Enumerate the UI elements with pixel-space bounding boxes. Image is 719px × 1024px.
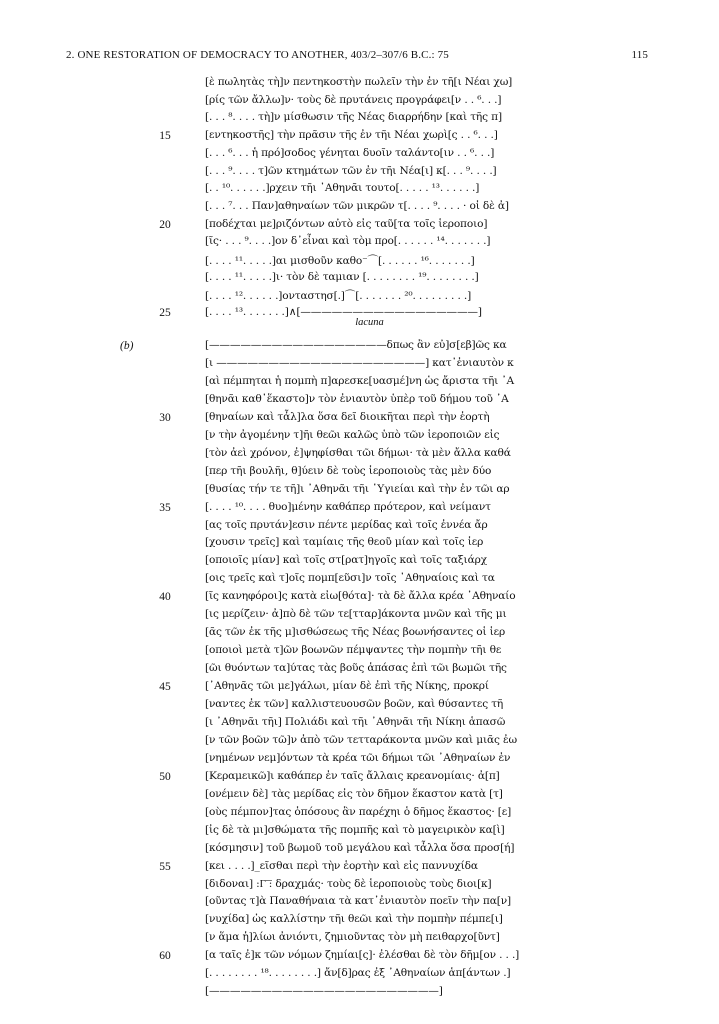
greek-text: [νυχίδα] ὡς καλλίστην τῆι θεῶι καὶ τὴν πομπὴν πέμπε[ι] xyxy=(205,913,503,926)
greek-text: [χουσιν τρεῖς] καὶ ταμίαις τῆς θεοῦ μίαν καὶ τοῖς ἱερ xyxy=(205,536,484,549)
greek-text: [περ τῆι βουλῆι, θ]ύειν δὲ τοὺς ἱεροποιοὺς τὰς μὲν δύο xyxy=(205,464,492,477)
inscription-line xyxy=(0,750,719,768)
inscription-line xyxy=(0,642,719,660)
inscription-line xyxy=(0,216,719,234)
inscription-line xyxy=(0,840,719,858)
inscription-line xyxy=(0,233,719,251)
line-number: 20 xyxy=(159,218,171,231)
greek-text: [ι ————————————————————] κατ᾿ἐνιαυτὸν κ xyxy=(205,356,514,369)
inscription-line xyxy=(0,109,719,127)
inscription-line xyxy=(0,145,719,163)
greek-text: [οποιοῖς μίαν] καὶ τοῖς στ[ρατ]ηγοῖς καὶ τοῖς ταξιάρχ xyxy=(205,554,487,567)
inscription-line xyxy=(0,570,719,588)
inscription-line xyxy=(0,409,719,427)
greek-text: [κει . . . .]_εῖσθαι περὶ τὴν ἑορτὴν καὶ εἰς παννυχίδα xyxy=(205,859,478,872)
greek-text: [εντηκοστῆς] τὴν πρᾶσιν τῆς ἐν τῆι Νέαι χωρὶ[ς . . ⁶. . .] xyxy=(205,129,498,142)
greek-text: [τὸν ἀεὶ χρόνον, ἐ]ψηφίσθαι τῶι δήμωι· τὰ μὲν ἄλλα καθά xyxy=(205,446,511,459)
inscription-line xyxy=(0,660,719,678)
greek-text: [. . . ⁷. . . Παν]αθηναίων τῶν μικρῶν τ[. . . . ⁹. . . . · οἱ δὲ ἀ] xyxy=(205,199,509,212)
greek-text: [. . . . ¹³. . . . . . .]∧[—————————————————] xyxy=(205,306,482,319)
inscription-line xyxy=(0,983,719,1001)
line-number: 30 xyxy=(159,411,171,424)
inscription-line xyxy=(0,163,719,181)
inscription-line xyxy=(0,552,719,570)
greek-text: [. . . ⁸. . . . τὴ]ν μίσθωσιν τῆς Νέας διαρρήδην [καὶ τῆς π] xyxy=(205,111,502,124)
line-number: 35 xyxy=(159,501,171,514)
inscription-line xyxy=(0,588,719,606)
greek-text: [. . . . ¹¹. . . . .]αι μισθοῦν καθο⁻⌒[. . . . . . ¹⁶. . . . . . .] xyxy=(205,255,475,267)
greek-text: [θηνᾶι καθ᾿ἕκαστο]ν τὸν ἐνιαυτὸν ὑπὲρ τοῦ δήμου τοῦ ᾿Α xyxy=(205,392,509,405)
inscription-line xyxy=(0,714,719,732)
greek-text: [ᾶς τῶν ἐκ τῆς μ]ισθώσεως τῆς Νέας βοωνήσαντες οἱ ἱερ xyxy=(205,626,506,639)
inscription-line xyxy=(0,696,719,714)
greek-text: [α ταῖς ἐ]κ τῶν νόμων ζημίαι[ς]· ἐλέσθαι δὲ τὸν δῆμ[ον . . .] xyxy=(205,949,520,962)
inscription-line xyxy=(0,445,719,463)
inscription-line xyxy=(0,858,719,876)
page-number: 115 xyxy=(631,49,648,61)
greek-text: [ῖς· . . . ⁹. . . .]ον δ᾿εἶναι καὶ τὸμ προ[. . . . . . ¹⁴. . . . . . .] xyxy=(205,235,491,248)
greek-text: [νημένων νεμ]όντων τὰ κρέα τῶι δήμωι τῶι ᾿Αθηναίων ἐν xyxy=(205,751,511,764)
fragment-b-label: (b) xyxy=(120,340,134,352)
inscription-line xyxy=(0,180,719,198)
greek-text: [——————————————————————] xyxy=(205,985,443,998)
greek-text: [ρίς τῶν ἄλλω]ν· τοὺς δὲ πρυτάνεις προγράφει[ν . . ⁶. . .] xyxy=(205,93,502,106)
inscription-line xyxy=(0,286,719,304)
greek-text: [ῖς κανηφόροι]ς κατὰ εἰω[θότα]· τὰ δὲ ἄλλα κρέα ᾿Αθηναίο xyxy=(205,590,516,603)
greek-text: [ὲ πωλητὰς τὴ]ν πεντηκοστὴν πωλεῖν τὴν ἐν τῆ[ι Νέαι χω] xyxy=(205,76,513,88)
inscription-line xyxy=(0,499,719,517)
inscription-line xyxy=(0,391,719,409)
line-number: 15 xyxy=(159,130,171,143)
greek-text: [οις τρεῖς καὶ τ]οῖς πομπ[εῦσι]ν τοῖς ᾿Αθηναίοις καὶ τα xyxy=(205,572,495,585)
inscription-line xyxy=(0,92,719,110)
greek-text: [αὶ πέμπηται ἡ πομπὴ π]αρεσκε[υασμέ]νη ὡς ἄριστα τῆι ᾿Α xyxy=(205,374,515,387)
inscription-line xyxy=(0,786,719,804)
inscription-line xyxy=(0,893,719,911)
inscription-line xyxy=(0,804,719,822)
inscription-line xyxy=(0,198,719,216)
greek-text: [. . . . ¹¹. . . . .]ι· τὸν δὲ ταμιαν [. . . . . . . . ¹⁹. . . . . . . .] xyxy=(205,270,479,283)
inscription-line xyxy=(0,74,719,92)
greek-text: [ναντες ἐκ τῶν] καλλιστευουσῶν βοῶν, καὶ θύσαντες τῆ xyxy=(205,698,504,710)
line-number: 45 xyxy=(159,681,171,694)
inscription-line xyxy=(0,517,719,535)
inscription-line xyxy=(0,678,719,696)
inscription-line xyxy=(0,373,719,391)
greek-text: [ι ᾿Αθηνᾶι τῆι] Πολιάδι καὶ τῆι ᾿Αθηνᾶι τῆι Νίκηι ἁπασῶ xyxy=(205,715,506,728)
inscription-line xyxy=(0,269,719,287)
greek-text: [ν τὴν ἀγομένην τ]ῆι θεῶι καλῶς ὑπὸ τῶν ἱεροποιῶν εἰς xyxy=(205,428,500,441)
inscription-line xyxy=(0,624,719,642)
greek-text: [ις μερίζειν· ἀ]πὸ δὲ τῶν τε[τταρ]άκοντα μνῶν καὶ τῆς μι xyxy=(205,608,507,621)
greek-text: [ν τῶν βοῶν τῶ]ν ἀπὸ τῶν τετταράκοντα μνῶν καὶ μιᾶς ἐω xyxy=(205,733,518,746)
inscription-line xyxy=(0,427,719,445)
inscription-line xyxy=(0,965,719,983)
greek-text: [θυσίας τήν τε τῆ]ι ᾿Αθηνᾶι τῆι ῾Υγιείαι καὶ τὴν ἐν τῶι αρ xyxy=(205,482,510,495)
greek-text: [ονέμειν δὲ] τὰς μερίδας εἰς τὸν δῆμον ἕκαστον κατὰ [τ] xyxy=(205,787,503,800)
greek-text: [. . ¹⁰. . . . . .]ρχειν τῆι ᾿Αθηνᾶι τουτο[. . . . . ¹³. . . . . .] xyxy=(205,182,480,195)
greek-text: [. . . ⁹. . . . τ]ῶν κτημάτων τῶν ἐν τῆι Νέα[ι] κ[. . . ⁹. . . .] xyxy=(205,164,497,177)
greek-text: [ν ἅμα ἡ]λίωι ἀνιόντι, ζημιοῦντας τὸν μὴ πειθαρχο[ῦντ] xyxy=(205,931,500,944)
inscription-line xyxy=(0,606,719,624)
greek-text: [ποδέχται με]ριζόντων αὐτὸ εἰς ταῦ[τα τοῖς ἱεροποιο] xyxy=(205,217,488,230)
inscription-line xyxy=(0,929,719,947)
greek-text: [. . . . ¹⁰. . . . θυο]μένην καθάπερ πρότερον, καὶ νείμαντ xyxy=(205,500,491,513)
inscription-line xyxy=(0,534,719,552)
inscription-line xyxy=(0,251,719,269)
line-number: 40 xyxy=(159,591,171,604)
inscription-line xyxy=(0,822,719,840)
greek-text: [ἰς δὲ τὰ μι]σθώματα τῆς πομπῆς καὶ τὸ μαγειρικὸν κα[ὶ] xyxy=(205,823,505,836)
greek-text: [Κεραμεικῶ]ι καθάπερ ἐν ταῖς ἄλλαις κρεανομίαις· ἀ[π] xyxy=(205,769,500,782)
greek-text: [. . . ⁶. . . ἡ πρό]σοδος γένηται δυοῖν ταλάντο[ιν . . ⁶. . .] xyxy=(205,146,495,159)
inscription-line xyxy=(0,481,719,499)
inscription-line xyxy=(0,732,719,750)
inscription-line xyxy=(0,355,719,373)
line-number: 50 xyxy=(159,770,171,783)
greek-text: [κόσμησιν] τοῦ βωμοῦ τοῦ μεγάλου καὶ τἆλλα ὅσα προσ[ή] xyxy=(205,841,515,854)
greek-text: [ας τοῖς πρυτάν]εσιν πέντε μερίδας καὶ τοῖς ἐννέα ἄρ xyxy=(205,518,488,531)
greek-text: [. . . . ¹². . . . . .]ονταστησ[.]⌒[. . . . . . . ²⁰. . . . . . . . .] xyxy=(205,290,472,303)
greek-text: [—————————————————δπως ἂν εὐ]σ[εβ]ῶς κα xyxy=(205,339,507,351)
line-number: 60 xyxy=(159,950,171,963)
greek-text: [θηναίων καὶ τἆλ]λα ὅσα δεῖ διοικῆται περὶ τὴν ἑορτὴ xyxy=(205,410,490,423)
running-head: 2. ONE RESTORATION OF DEMOCRACY TO ANOTHER, 403/2–307/6 B.C.: 75 xyxy=(66,49,449,61)
line-number: 55 xyxy=(159,860,171,873)
greek-text: [οὺς πέμπον]τας ὁπόσους ἂν παρέχηι ὁ δῆμος ἕκαστος· [ε] xyxy=(205,805,512,818)
greek-text: [οποιοὶ μετὰ τ]ῶν βοωνῶν πέμψαντες τὴν πομπὴν τῆι θε xyxy=(205,644,502,657)
greek-text: [ῶι θυόντων τα]ύτας τὰς βοῦς ἁπάσας ἐπὶ τῶι βωμῶι τῆς xyxy=(205,662,507,675)
line-number: 25 xyxy=(159,307,171,320)
inscription-line xyxy=(0,337,719,355)
inscription-line xyxy=(0,876,719,894)
greek-text: [οῦντας τ]ὰ Παναθήναια τὰ κατ᾿ἐνιαυτὸν ποεῖν τὴν πα[ν] xyxy=(205,895,511,908)
inscription-line xyxy=(0,768,719,786)
greek-text: [. . . . . . . . ¹⁸. . . . . . . .] ἄν[δ]ρας ἐξ ᾿Αθηναίων ἁπ[άντων .] xyxy=(205,967,511,980)
inscription-line xyxy=(0,127,719,145)
inscription-line xyxy=(0,463,719,481)
lacuna-label: lacuna xyxy=(355,317,384,328)
inscription-line xyxy=(0,911,719,929)
page-header xyxy=(66,49,648,65)
inscription-line xyxy=(0,947,719,965)
greek-text: [᾿Αθηνᾶς τῶι με]γάλωι, μίαν δὲ ἐπὶ τῆς Νίκης, προκρί xyxy=(205,680,489,693)
greek-text: [διδοναι] :Γ͞ : δραχμάς· τοὺς δὲ ἱεροποιοὺς τοὺς διοι[κ] xyxy=(205,877,492,890)
